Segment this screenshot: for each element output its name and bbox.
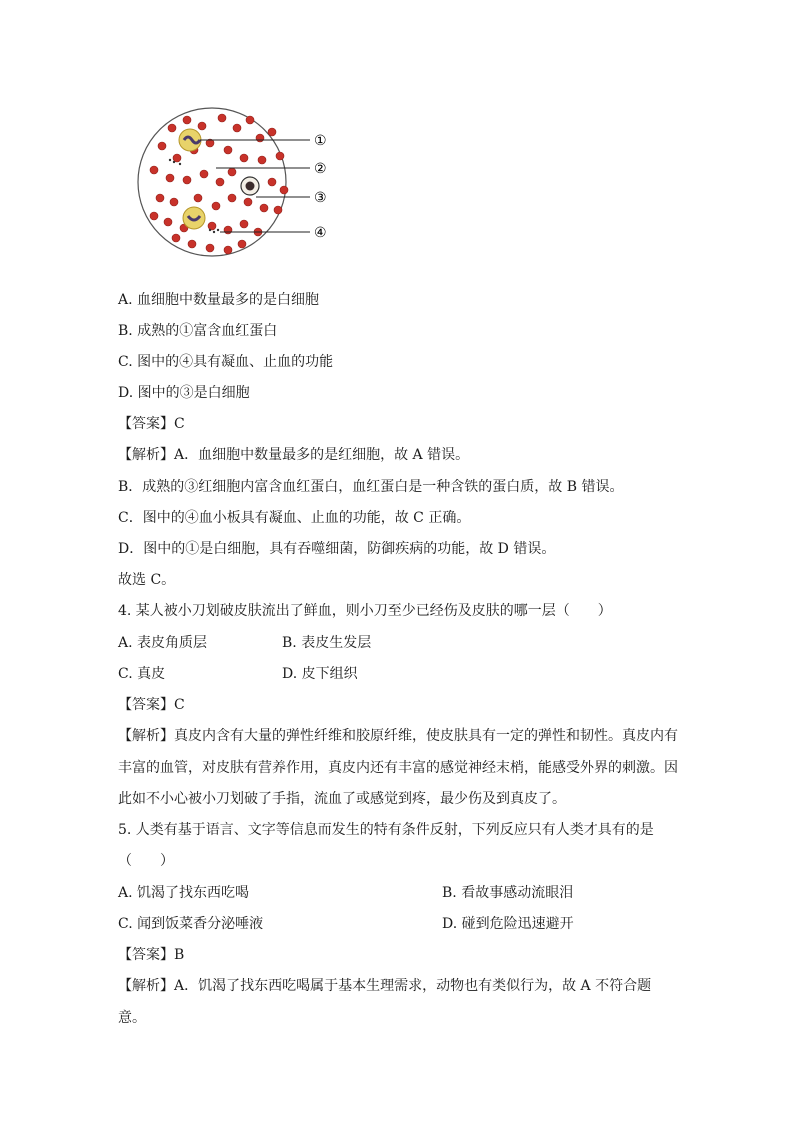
q4-analysis-line-3: 此如不小心被小刀划破了手指，流血了或感觉到疼，最少伤及到真皮了。 bbox=[118, 791, 566, 807]
q4-option-b: B. 表皮生发层 bbox=[282, 635, 372, 651]
q5-option-c: C. 闻到饭菜香分泌唾液 bbox=[118, 916, 264, 932]
microscope-field bbox=[138, 108, 286, 256]
q5-option-b: B. 看故事感动流眼泪 bbox=[442, 885, 574, 901]
q4-option-d: D. 皮下组织 bbox=[282, 666, 358, 682]
blood-smear-figure bbox=[132, 98, 342, 270]
q5-analysis-line-1: 【解析】A．饥渴了找东西吃喝属于基本生理需求，动物也有类似行为，故 A 不符合题 bbox=[118, 978, 652, 994]
q3-analysis-line-3: C．图中的④血小板具有凝血、止血的功能，故 C 正确。 bbox=[118, 510, 471, 526]
q4-question: 4. 某人被小刀划破皮肤流出了鲜血，则小刀至少已经伤及皮肤的哪一层（ ） bbox=[118, 603, 612, 619]
label-1: ① bbox=[314, 133, 327, 149]
label-2: ② bbox=[314, 161, 327, 177]
q3-option-b: B. 成熟的①富含血红蛋白 bbox=[118, 323, 278, 339]
q5-answer: 【答案】B bbox=[118, 947, 185, 963]
q4-answer: 【答案】C bbox=[118, 697, 185, 713]
q3-analysis-line-4: D．图中的①是白细胞，具有吞噬细菌，防御疾病的功能，故 D 错误。 bbox=[118, 541, 556, 557]
q3-option-c: C. 图中的④具有凝血、止血的功能 bbox=[118, 354, 334, 370]
q3-analysis-line-1: 【解析】A．血细胞中数量最多的是红细胞，故 A 错误。 bbox=[118, 447, 470, 463]
q4-option-a: A. 表皮角质层 bbox=[118, 635, 208, 651]
q3-option-a: A. 血细胞中数量最多的是白细胞 bbox=[118, 292, 320, 308]
q3-option-d: D. 图中的③是白细胞 bbox=[118, 385, 250, 401]
label-3: ③ bbox=[314, 190, 327, 206]
label-4: ④ bbox=[314, 225, 327, 241]
q5-question-continued: （ ） bbox=[118, 853, 174, 869]
q4-analysis-line-2: 丰富的血管，对皮肤有营养作用，真皮内还有丰富的感觉神经末梢，能感受外界的刺激。因 bbox=[118, 760, 678, 776]
q5-analysis-line-2: 意。 bbox=[118, 1010, 146, 1026]
q5-option-a: A. 饥渴了找东西吃喝 bbox=[118, 885, 250, 901]
q4-analysis-line-1: 【解析】真皮内含有大量的弹性纤维和胶原纤维，使皮肤具有一定的弹性和韧性。真皮内有 bbox=[118, 728, 678, 744]
q4-option-c: C. 真皮 bbox=[118, 666, 166, 682]
q5-question: 5. 人类有基于语言、文字等信息而发生的特有条件反射，下列反应只有人类才具有的是 bbox=[118, 822, 654, 838]
q3-analysis-line-2: B．成熟的③红细胞内富含血红蛋白，血红蛋白是一种含铁的蛋白质，故 B 错误。 bbox=[118, 479, 624, 495]
q3-answer: 【答案】C bbox=[118, 416, 185, 432]
blood-smear-diagram bbox=[132, 98, 342, 270]
q3-conclusion: 故选 C。 bbox=[118, 572, 176, 588]
q5-option-d: D. 碰到危险迅速避开 bbox=[442, 916, 574, 932]
